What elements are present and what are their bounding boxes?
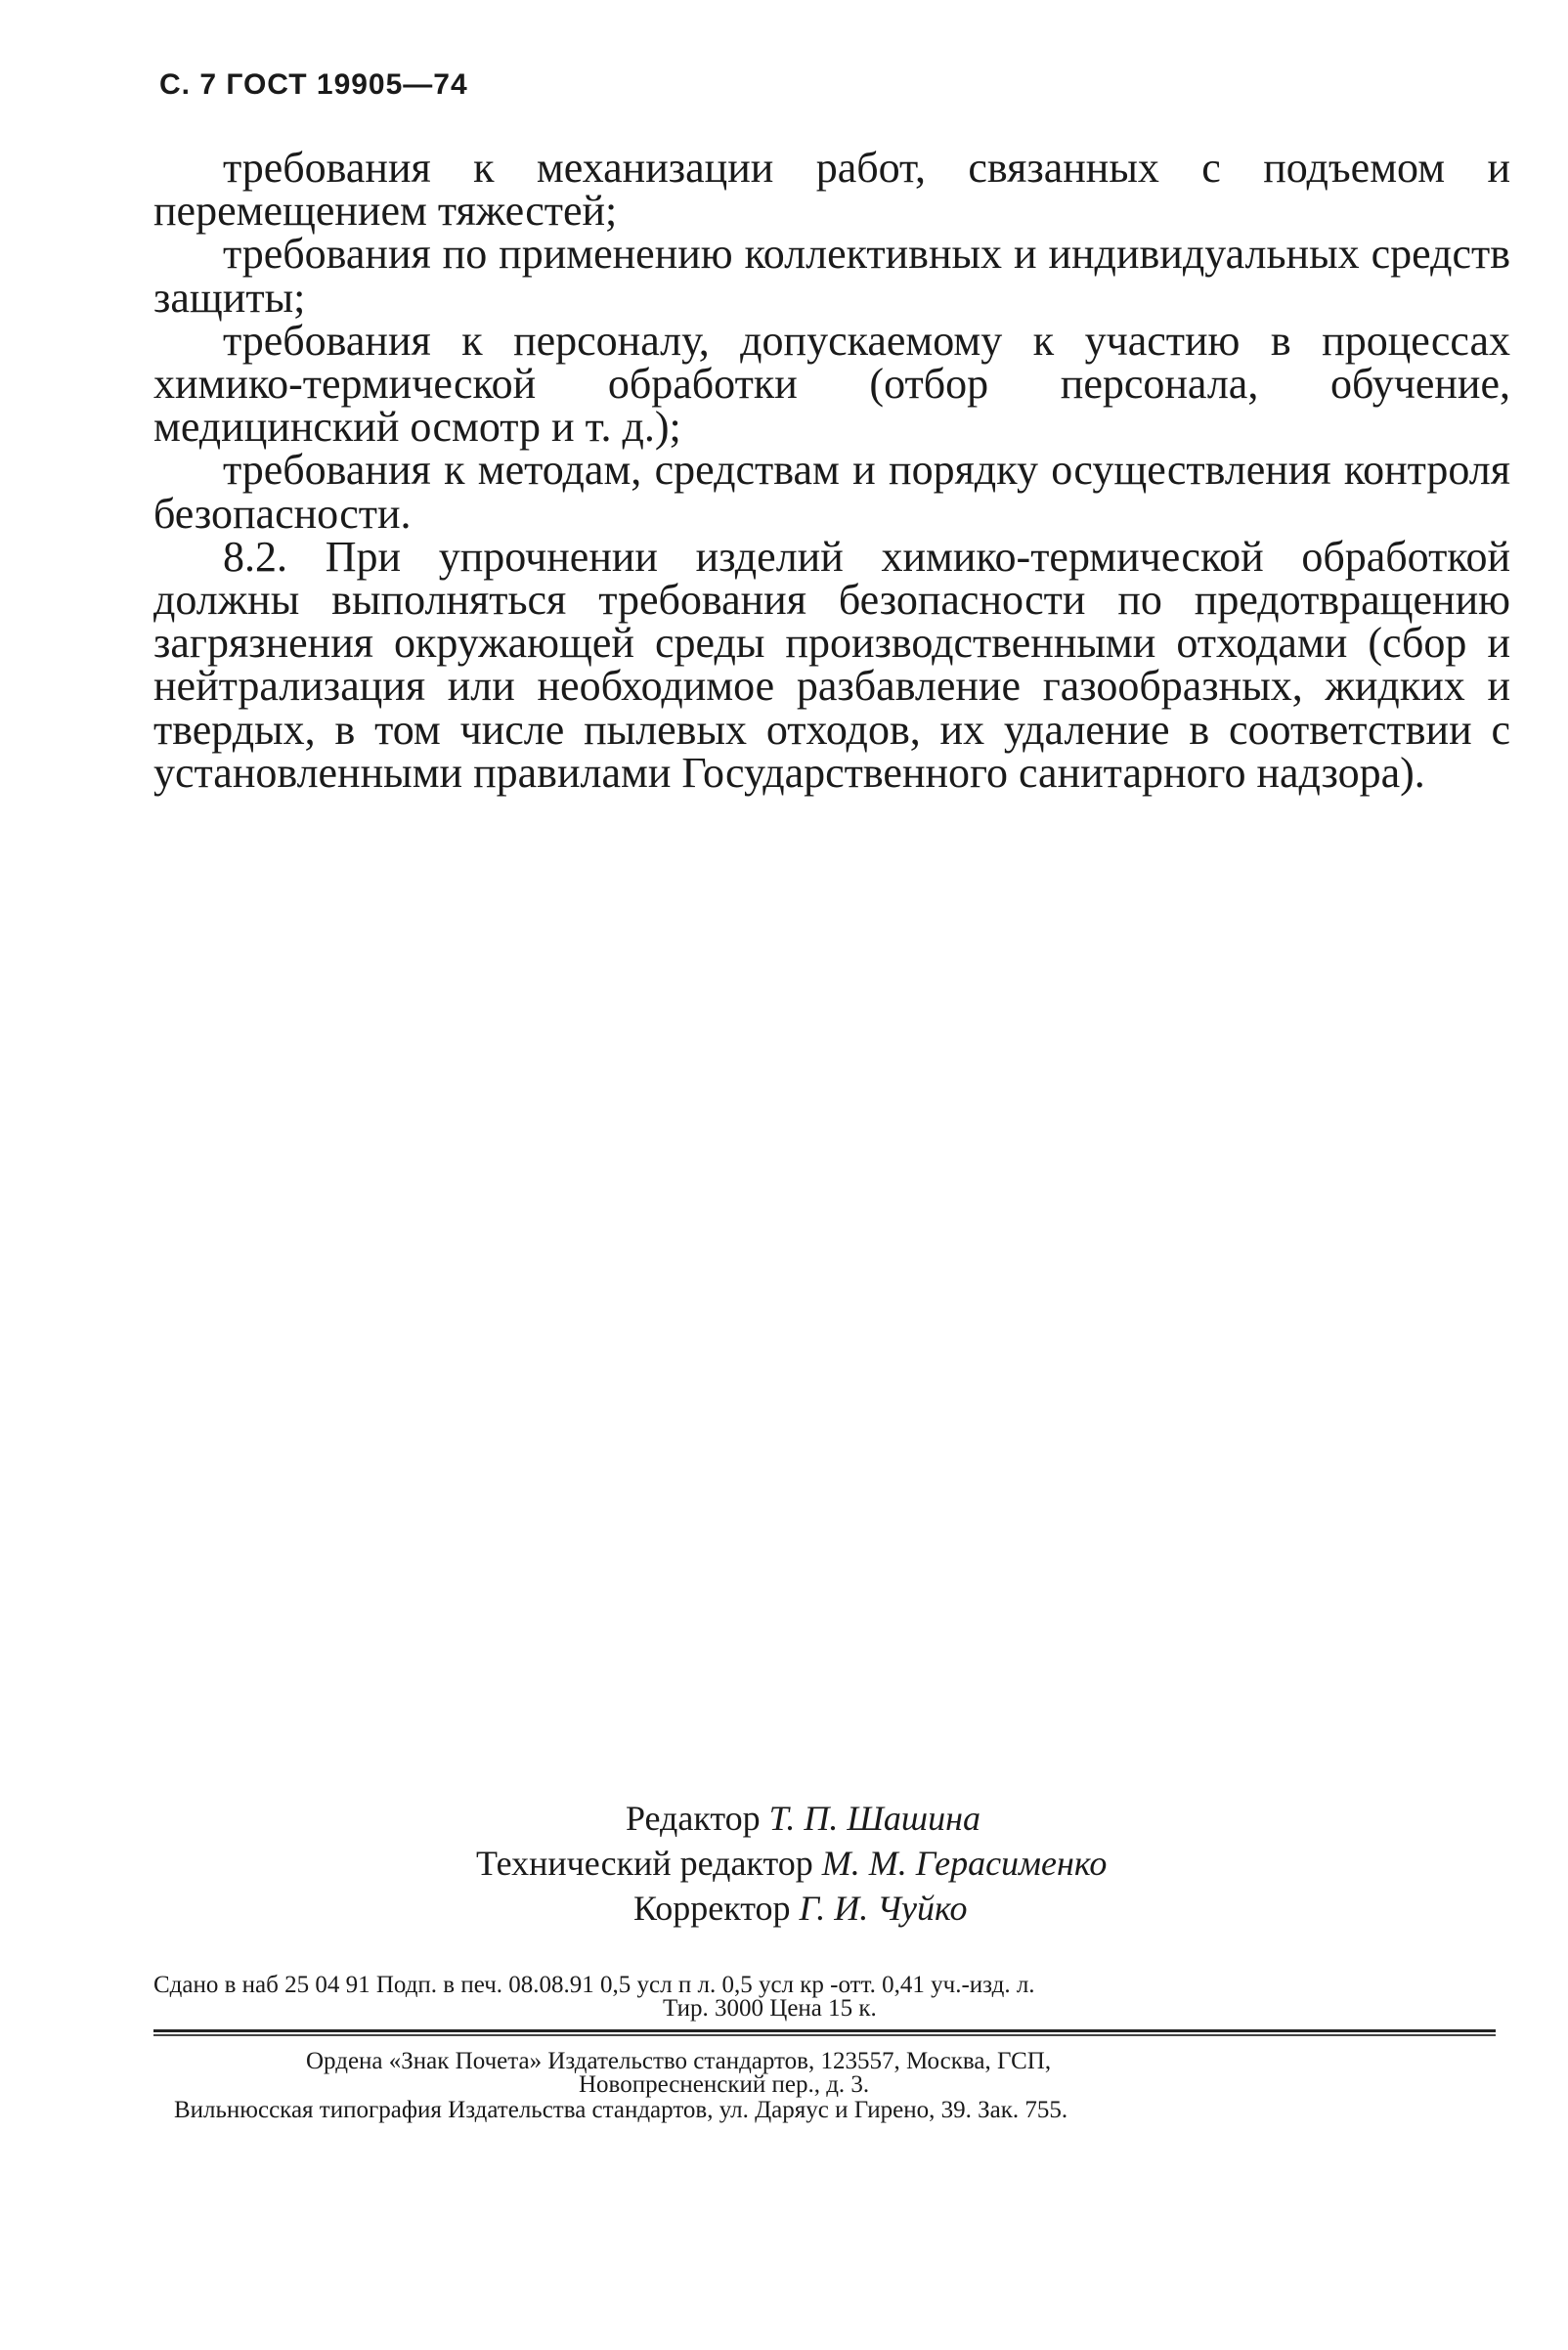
imprint-publisher-address: Новопресненский пер., д. 3.	[579, 2071, 870, 2098]
tech-editor-credit	[476, 1841, 1568, 1886]
imprint-run-price: Тир. 3000 Цена 15 к.	[663, 1995, 877, 2022]
imprint-publisher: Ордена «Знак Почета» Издательство стандартов, 123557, Москва, ГСП,	[306, 2048, 1052, 2074]
corrector-label: Корректор	[633, 1889, 791, 1928]
paragraph-8-2: 8.2. При упрочнении изделий химико-термической обработкой должны выполняться требования безопасности по предотвращению загрязнения окружающей среды производственными отходами (сбор и нейтрализация или необходимое разбавление газообразных, жидких и твердых, в том числе пылевых отходов, их удаление в соответствии с установленными правилами Государственного санитарного надзора).	[153, 532, 1510, 797]
page-header: С. 7 ГОСТ 19905—74	[159, 68, 468, 101]
tech-editor-name: М. М. Герасименко	[821, 1844, 1108, 1883]
tech-editor-label: Технический редактор	[476, 1844, 813, 1883]
imprint-divider-top	[153, 2029, 1496, 2032]
corrector-name: Г. И. Чуйко	[799, 1889, 968, 1928]
paragraph-control-methods: требования к методам, средствам и порядку осуществления контроля безопасности.	[153, 446, 1510, 538]
corrector-credit	[633, 1886, 1568, 1931]
imprint-divider-bottom	[153, 2034, 1496, 2036]
editor-name: Т. П. Шашина	[768, 1799, 980, 1838]
paragraph-mechanization: требования к механизации работ, связанных с подъемом и перемещением тяжестей;	[153, 144, 1510, 236]
paragraph-personnel: требования к персоналу, допускаемому к участию в процессах химико-термической обработки (отбор персонала, обучение, медицинский осмотр и т. д.);	[153, 316, 1510, 452]
body-text	[153, 144, 1510, 797]
imprint-print-details: Сдано в наб 25 04 91 Подп. в печ. 08.08.91 0,5 усл п л. 0,5 усл кр -отт. 0,41 уч.-изд. л.	[153, 1972, 1035, 1998]
paragraph-protection: требования по применению коллективных и индивидуальных средств защиты;	[153, 230, 1510, 322]
editor-credit	[626, 1796, 1568, 1841]
editor-label: Редактор	[626, 1799, 761, 1838]
credits-block	[0, 1796, 1568, 1931]
imprint-printing-house: Вильнюсская типография Издательства стандартов, ул. Даряус и Гирено, 39. Зак. 755.	[174, 2097, 1068, 2123]
